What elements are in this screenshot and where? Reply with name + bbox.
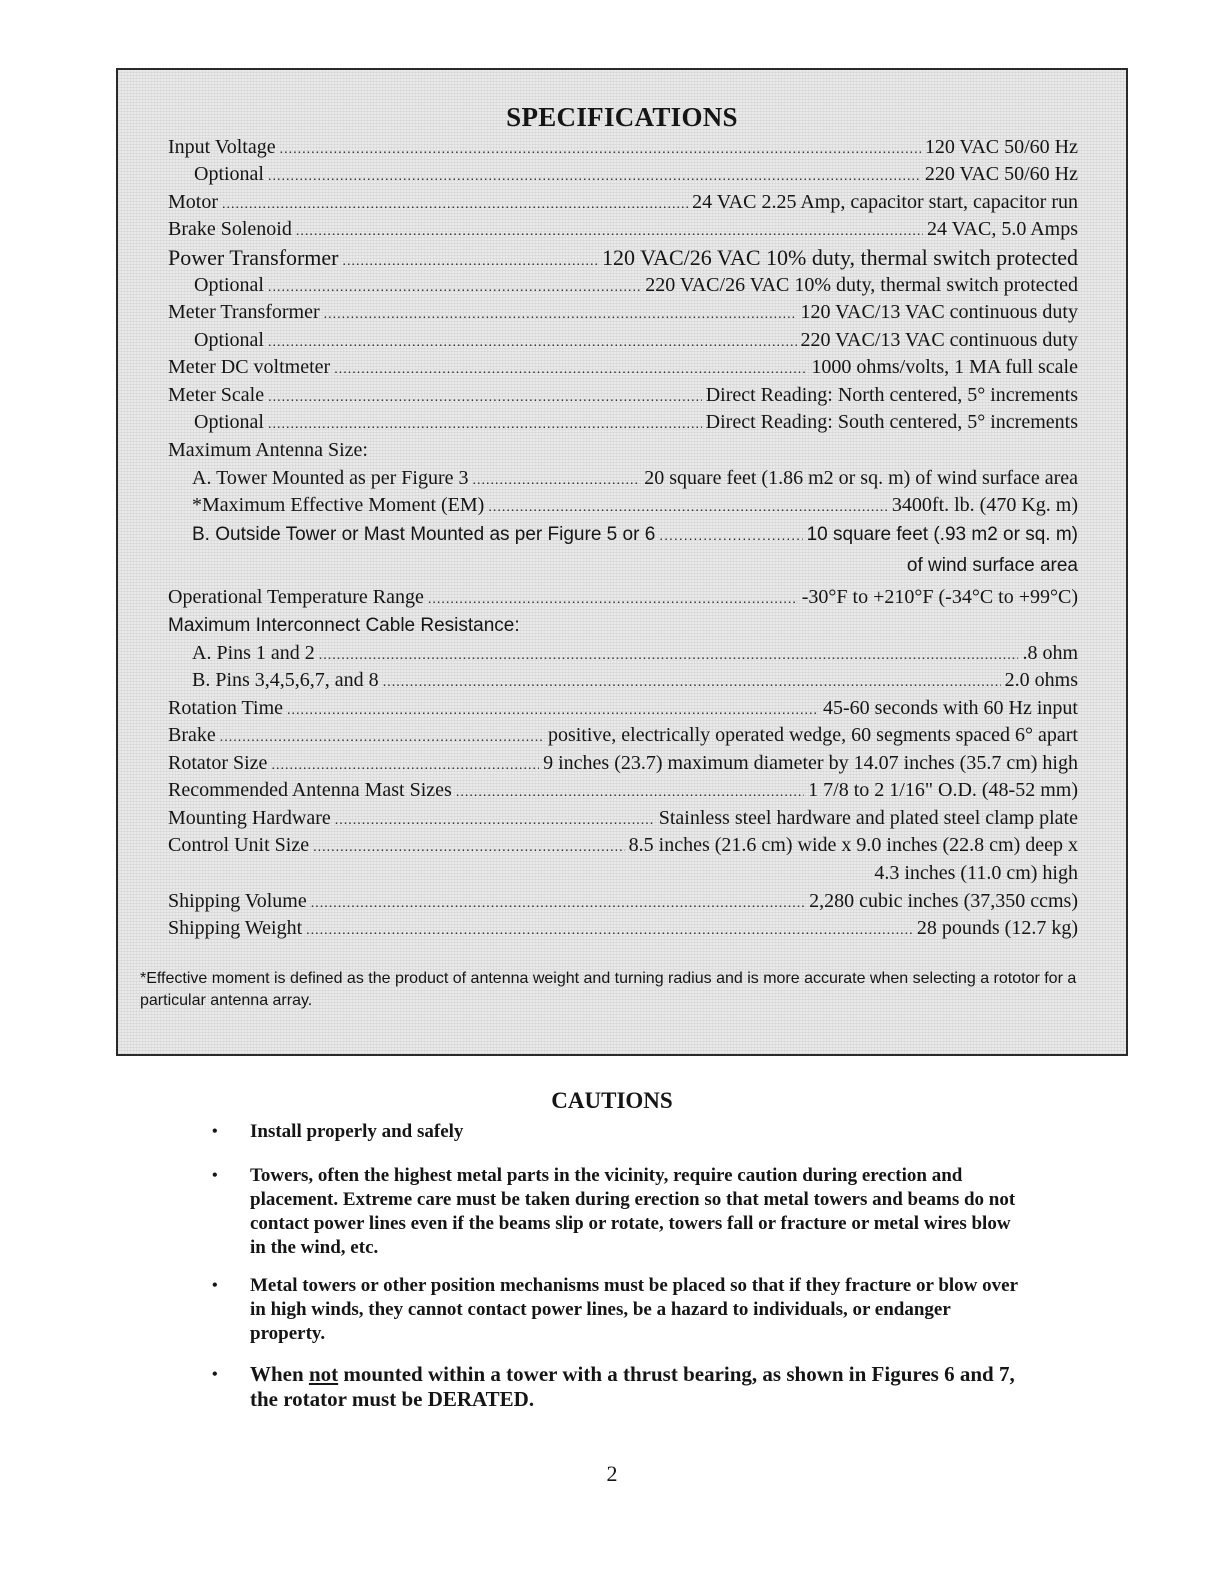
leader-dots <box>306 917 913 944</box>
spec-row-mast-sizes <box>168 777 1078 804</box>
spec-row-operational-temperature <box>168 584 1078 611</box>
leader-dots <box>334 356 807 383</box>
spec-value: Stainless steel hardware and plated steel clamp plate <box>658 807 1078 829</box>
spec-row-pins-1-2 <box>168 640 1078 667</box>
bullet-icon: • <box>212 1123 218 1140</box>
specifications-title: SPECIFICATIONS <box>506 102 738 132</box>
leader-dots <box>268 384 702 411</box>
caution-text: Towers, often the highest metal parts in the vicinity, require caution during erection and placement. Extreme care must be taken during erection so that metal towers and beams do not contact power lines even if the beams slip or rotate, towers fall or fracture or metal wires blow in the wind, etc. <box>250 1165 1016 1258</box>
spec-value: 3400ft. lb. (470 Kg. m) <box>891 494 1078 516</box>
specifications-box <box>116 68 1128 1056</box>
caution-item-derated <box>212 1362 1022 1412</box>
leader-dots <box>428 586 798 613</box>
spec-row-meter-dc-voltmeter <box>168 354 1078 381</box>
spec-row-cable-resistance <box>168 612 1078 639</box>
spec-row-control-unit-size <box>168 832 1078 859</box>
spec-label: Input Voltage <box>168 136 276 158</box>
spec-value: 28 pounds (12.7 kg) <box>916 917 1078 939</box>
spec-label: B. Pins 3,4,5,6,7, and 8 <box>192 669 379 691</box>
spec-value: 24 VAC, 5.0 Amps <box>927 218 1078 240</box>
spec-label: Maximum Interconnect Cable Resistance: <box>168 615 520 636</box>
leader-dots <box>220 724 544 751</box>
spec-value: 20 square feet (1.86 m2 or sq. m) of wind surface area <box>644 467 1078 489</box>
spec-value: 2.0 ohms <box>1004 669 1078 691</box>
caution-text-underlined: not <box>308 1362 339 1386</box>
spec-label: A. Tower Mounted as per Figure 3 <box>192 467 469 489</box>
spec-label: Rotator Size <box>168 752 268 774</box>
spec-row-rotation-time <box>168 695 1078 722</box>
spec-row-power-transformer <box>168 244 1078 271</box>
spec-value: 8.5 inches (21.6 cm) wide x 9.0 inches (22.8 cm) deep x <box>628 834 1078 856</box>
spec-label: Optional <box>194 274 264 296</box>
spec-row-power-transformer-optional <box>168 272 1078 299</box>
bullet-icon: • <box>212 1366 218 1383</box>
specifications-footnote: *Effective moment is defined as the product of antenna weight and turning radius and is more accurate when selecting a rototor for a particular antenna array. <box>140 970 1077 1009</box>
spec-row-brake <box>168 722 1078 749</box>
spec-label: B. Outside Tower or Mast Mounted as per Figure 5 or 6 <box>192 524 656 545</box>
spec-row-brake-solenoid <box>168 216 1078 243</box>
spec-label: *Maximum Effective Moment (EM) <box>192 494 485 516</box>
spec-label: Recommended Antenna Mast Sizes <box>168 779 452 801</box>
spec-value: 4.3 inches (11.0 cm) high <box>874 862 1078 884</box>
spec-label: Meter Scale <box>168 384 265 406</box>
leader-dots <box>473 467 641 494</box>
leader-dots <box>268 163 921 190</box>
cautions-title: CAUTIONS <box>551 1088 673 1113</box>
caution-text: Metal towers or other position mechanisms must be placed so that if they fracture or blow over in high winds, they cannot contact power lines, be a hazard to individuals, or endanger property. <box>250 1275 1018 1344</box>
spec-label: Motor <box>168 191 218 213</box>
spec-label: A. Pins 1 and 2 <box>192 642 315 664</box>
leader-dots <box>313 834 625 861</box>
leader-dots <box>659 522 802 549</box>
spec-label: Optional <box>194 411 264 433</box>
caution-text <box>250 1362 1022 1412</box>
spec-row-motor <box>168 189 1078 216</box>
spec-value: 2,280 cubic inches (37,350 ccms) <box>809 890 1078 912</box>
spec-value: 120 VAC/26 VAC 10% duty, thermal switch protected <box>601 245 1078 270</box>
spec-value: 220 VAC 50/60 Hz <box>924 163 1078 185</box>
spec-value: Direct Reading: South centered, 5° increments <box>705 411 1078 433</box>
spec-label: Optional <box>194 329 264 351</box>
leader-dots <box>311 890 805 917</box>
spec-label: Rotation Time <box>168 697 284 719</box>
spec-row-maximum-antenna-size <box>168 437 1078 464</box>
leader-dots <box>324 301 797 328</box>
spec-row-mounting-hardware <box>168 805 1078 832</box>
leader-dots <box>335 807 655 834</box>
leader-dots <box>287 697 819 724</box>
spec-value: .8 ohm <box>1022 642 1078 664</box>
leader-dots <box>280 136 921 163</box>
spec-value: Direct Reading: North centered, 5° increments <box>705 384 1078 406</box>
caution-text-before: When <box>250 1362 309 1386</box>
leader-dots <box>268 274 641 301</box>
spec-value: 1 7/8 to 2 1/16" O.D. (48-52 mm) <box>808 779 1078 801</box>
spec-value: 120 VAC/13 VAC continuous duty <box>800 301 1078 323</box>
bullet-icon: • <box>212 1277 218 1294</box>
caution-text: Install properly and safely <box>250 1121 464 1142</box>
spec-label: Brake <box>168 724 216 746</box>
leader-dots <box>456 779 804 806</box>
leader-dots <box>296 218 923 245</box>
spec-row-pins-3-8 <box>168 667 1078 694</box>
spec-label: Operational Temperature Range <box>168 586 424 608</box>
spec-row-meter-transformer-optional <box>168 327 1078 354</box>
spec-value: -30°F to +210°F (-34°C to +99°C) <box>801 586 1078 608</box>
spec-row-control-unit-continuation <box>168 860 1078 887</box>
leader-dots <box>383 669 1001 696</box>
spec-row-outside-tower-mounted <box>168 521 1078 548</box>
spec-label: Brake Solenoid <box>168 218 292 240</box>
spec-value: of wind surface area <box>906 555 1078 576</box>
caution-item <box>212 1274 1022 1346</box>
spec-value: 220 VAC/13 VAC continuous duty <box>800 329 1078 351</box>
spec-label: Meter Transformer <box>168 301 320 323</box>
spec-value: 10 square feet (.93 m2 or sq. m) <box>806 524 1078 545</box>
spec-row-shipping-weight <box>168 915 1078 942</box>
spec-row-meter-scale <box>168 382 1078 409</box>
leader-dots <box>268 411 702 438</box>
leader-dots <box>271 752 539 779</box>
spec-label: Mounting Hardware <box>168 807 331 829</box>
spec-row-rotator-size <box>168 750 1078 777</box>
leader-dots <box>343 248 598 275</box>
spec-value: 120 VAC 50/60 Hz <box>924 136 1078 158</box>
spec-value: 24 VAC 2.25 Amp, capacitor start, capacitor run <box>692 191 1078 213</box>
spec-label: Optional <box>194 163 264 185</box>
spec-label: Control Unit Size <box>168 834 310 856</box>
bullet-icon: • <box>212 1167 218 1184</box>
spec-value: 220 VAC/26 VAC 10% duty, thermal switch protected <box>645 274 1078 296</box>
page-number: 2 <box>606 1461 618 1486</box>
spec-label: Meter DC voltmeter <box>168 356 331 378</box>
spec-row-meter-transformer <box>168 299 1078 326</box>
spec-label: Power Transformer <box>168 245 339 270</box>
spec-label: Shipping Volume <box>168 890 307 912</box>
spec-row-maximum-effective-moment <box>168 492 1078 519</box>
caution-text-after: mounted within a tower with a thrust bearing, as shown in Figures 6 and 7, the rotator must be DERATED. <box>250 1362 1015 1411</box>
caution-item <box>212 1164 1022 1260</box>
leader-dots <box>488 494 888 521</box>
spec-value: positive, electrically operated wedge, 60 segments spaced 6° apart <box>547 724 1078 746</box>
spec-label: Maximum Antenna Size: <box>168 439 368 461</box>
spec-row-tower-mounted <box>168 465 1078 492</box>
spec-value: 45-60 seconds with 60 Hz input <box>823 697 1078 719</box>
spec-row-outside-tower-continuation <box>168 552 1078 579</box>
spec-label: Shipping Weight <box>168 917 303 939</box>
spec-row-shipping-volume <box>168 888 1078 915</box>
spec-row-input-voltage <box>168 134 1078 161</box>
spec-value: 1000 ohms/volts, 1 MA full scale <box>811 356 1078 378</box>
spec-row-meter-scale-optional <box>168 409 1078 436</box>
leader-dots <box>222 191 688 218</box>
spec-value: 9 inches (23.7) maximum diameter by 14.07 inches (35.7 cm) high <box>543 752 1078 774</box>
leader-dots <box>268 329 797 356</box>
caution-item <box>212 1120 1022 1144</box>
leader-dots <box>319 642 1019 669</box>
spec-row-input-voltage-optional <box>168 161 1078 188</box>
